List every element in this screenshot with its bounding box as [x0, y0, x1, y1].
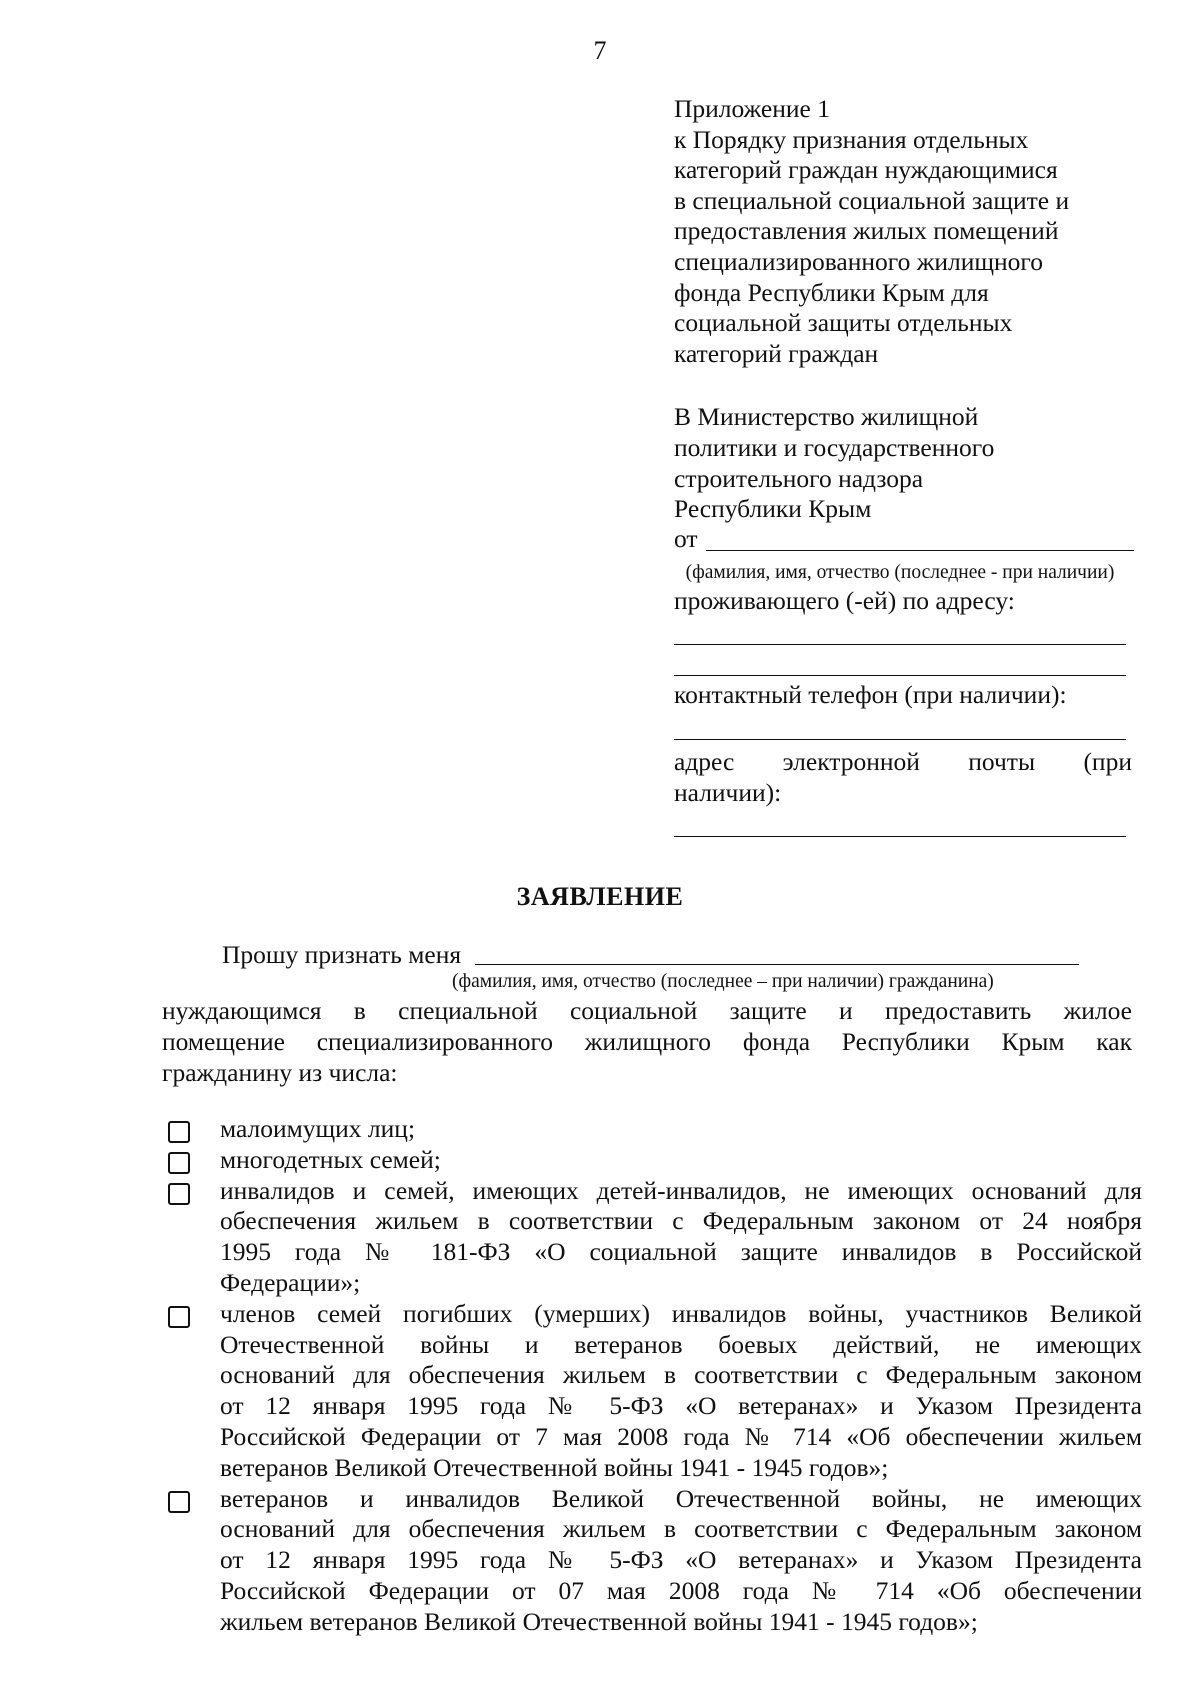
email-label-word: электронной — [782, 746, 920, 776]
from-label: от — [674, 524, 698, 554]
appendix-line: к Порядку признания отдельных — [674, 124, 1029, 154]
request-lead-row — [222, 940, 1079, 970]
appendix-line: Приложение 1 — [674, 94, 830, 123]
addressee-line: В Министерство жилищной — [674, 402, 979, 431]
email-label-row — [674, 747, 1132, 778]
option-line: обеспечения жильем в соответствии с Федеральным законом от 24 ноября — [220, 1206, 1142, 1236]
checkbox[interactable] — [168, 1121, 190, 1143]
residence-label: проживающего (-ей) по адресу: — [674, 586, 1015, 616]
document-title: ЗАЯВЛЕНИЕ — [516, 882, 684, 911]
appendix-line: специализированного жилищного — [674, 246, 1043, 276]
addressee-block — [674, 402, 1134, 837]
option-line: оснований для обеспечения жильем в соответствии с Федеральным законом — [220, 1514, 1142, 1544]
citizen-name-hint: (фамилия, имя, отчество (последнее – при наличии) гражданина) — [452, 971, 994, 992]
appendix-line: категорий граждан — [674, 338, 879, 368]
request-lead: Прошу признать меня — [222, 940, 462, 969]
checkbox[interactable] — [168, 1152, 190, 1174]
appendix-line: категорий граждан нуждающимися — [674, 155, 1058, 185]
option-line: жильем ветеранов Великой Отечественной войны 1941 - 1945 годов»; — [220, 1606, 978, 1636]
option-disabled — [162, 1176, 1142, 1299]
option-line: оснований для обеспечения жильем в соответствии с Федеральным законом — [220, 1360, 1142, 1390]
option-line: Федерации»; — [220, 1267, 361, 1297]
addressee-line: строительного надзора — [674, 463, 924, 493]
checkbox[interactable] — [168, 1183, 190, 1205]
checkbox[interactable] — [168, 1491, 190, 1513]
option-line: 1995 года № 181-ФЗ «О социальной защите инвалидов в Российской — [220, 1237, 1142, 1267]
option-war-veterans — [162, 1484, 1142, 1638]
phone-field[interactable] — [674, 739, 1126, 740]
request-body-line: помещение специализированного жилищного фонда Республики Крым как — [162, 1026, 1132, 1056]
option-line: от 12 января 1995 года № 5-ФЗ «О ветеранах» и Указом Президента — [220, 1391, 1142, 1421]
request-body — [162, 996, 1132, 1088]
email-label-word: адрес — [674, 746, 735, 776]
option-line: малоимущих лиц; — [220, 1114, 416, 1143]
option-large-families — [162, 1145, 1142, 1176]
option-line: инвалидов и семей, имеющих детей-инвалидов, не имеющих оснований для — [220, 1175, 1142, 1205]
email-field[interactable] — [674, 836, 1126, 837]
addressee-line: политики и государственного — [674, 432, 995, 462]
addressee-line: Республики Крым — [674, 494, 872, 524]
request-body-line: нуждающимся в специальной социальной защите и предоставить жилое — [162, 996, 1132, 1025]
email-label-word: почты — [968, 746, 1036, 776]
option-line: Российской Федерации от 7 мая 2008 года № 714 «Об обеспечении жильем — [220, 1421, 1142, 1451]
phone-label: контактный телефон (при наличии): — [674, 679, 1067, 709]
option-line: членов семей погибших (умерших) инвалидов войны, участников Великой — [220, 1298, 1142, 1328]
option-low-income — [162, 1114, 1142, 1145]
appendix-line: социальной защиты отдельных — [674, 308, 1013, 338]
option-war-victims-families — [162, 1299, 1142, 1484]
email-label-line2: наличии): — [674, 777, 782, 807]
applicant-name-hint: (фамилия, имя, отчество (последнее - при наличии) — [685, 562, 1115, 584]
citizen-name-field[interactable] — [475, 964, 1079, 965]
appendix-line: в специальной социальной защите и — [674, 185, 1070, 215]
applicant-name-field[interactable] — [706, 550, 1134, 551]
option-line: многодетных семей; — [220, 1144, 441, 1174]
residence-address-field-2[interactable] — [674, 675, 1126, 676]
appendix-header — [674, 94, 1134, 369]
checkbox[interactable] — [168, 1306, 190, 1328]
email-label-word: (при — [1083, 746, 1132, 776]
from-row — [674, 525, 1134, 555]
option-line: от 12 января 1995 года № 5-ФЗ «О ветеранах» и Указом Президента — [220, 1545, 1142, 1575]
category-options — [162, 1114, 1142, 1638]
page-number: 7 — [593, 36, 607, 65]
appendix-line: предоставления жилых помещений — [674, 216, 1059, 246]
option-line: ветеранов Великой Отечественной войны 1941 - 1945 годов»; — [220, 1452, 889, 1482]
option-line: Отечественной войны и ветеранов боевых действий, не имеющих — [220, 1329, 1142, 1359]
residence-address-field-1[interactable] — [674, 644, 1126, 645]
request-body-line: гражданину из числа: — [162, 1057, 398, 1087]
option-line: Российской Федерации от 07 мая 2008 года № 714 «Об обеспечении — [220, 1575, 1142, 1605]
option-line: ветеранов и инвалидов Великой Отечественной войны, не имеющих — [220, 1483, 1142, 1513]
appendix-line: фонда Республики Крым для — [674, 277, 989, 307]
